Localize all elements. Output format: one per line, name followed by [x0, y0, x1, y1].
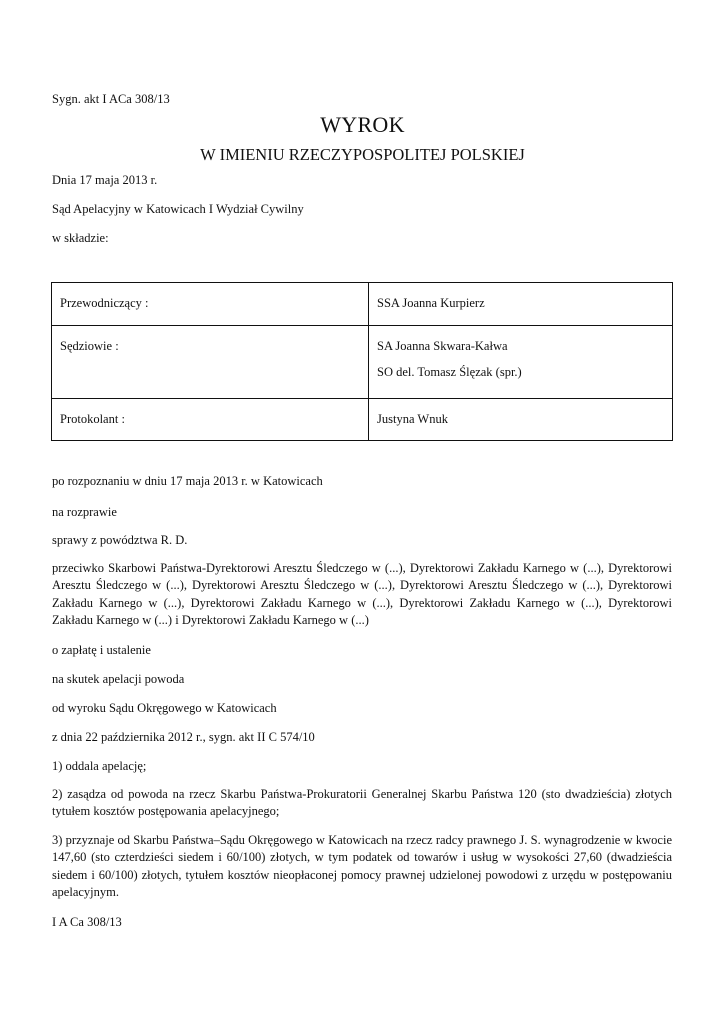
case-signature-bottom: I A Ca 308/13 — [52, 915, 122, 929]
case-signature: Sygn. akt I ACa 308/13 — [52, 92, 170, 106]
clerk-label-cell — [52, 399, 369, 441]
ruling-point-1: 1) oddala apelację; — [52, 759, 147, 773]
clerk-name: Justyna Wnuk — [377, 412, 448, 426]
clerk-name-cell — [369, 399, 673, 441]
document-subtitle: W IMIENIU RZECZYPOSPOLITEJ POLSKIEJ — [200, 145, 525, 164]
judges-names-cell — [369, 326, 673, 399]
defendants-paragraph: przeciwko Skarbowi Państwa-Dyrektorowi Aresztu Śledczego w (...), Dyrektorowi Zakładu Karnego w (...), Dyrektorowi Aresztu Śledczego w (...), Dyrektorowi Aresztu Śledczego w (...), Dyrektorowi Aresztu Śledczego w (...), Dyrektorowi Zakładu Karnego w (...), Dyrektorowi Zakładu Karnego w (...), Dyrektorowi Zakładu Karnego w (...), Dyrektorowi Zakładu Karnego w (...) i Dyrektorowi Zakładu Karnego w (...) — [52, 561, 672, 627]
judgment-date-line: z dnia 22 października 2012 r., sygn. akt II C 574/10 — [52, 730, 315, 744]
date-line: Dnia 17 maja 2013 r. — [52, 173, 158, 187]
table-row — [52, 283, 673, 326]
presiding-name-cell — [369, 283, 673, 326]
judge-2-name: SO del. Tomasz Ślęzak (spr.) — [377, 365, 522, 379]
judge-1-name: SA Joanna Skwara-Kałwa — [377, 339, 508, 353]
ruling-point-3: 3) przyznaje od Skarbu Państwa–Sądu Okręgowego w Katowicach na rzecz radcy prawnego J. S. wynagrodzenie w kwocie 147,60 (sto czterdzieści siedem i 60/100) złotych, w tym podatek od towarów i usług w wysokości 27,60 (dwadzieścia siedem i 60/100) złotych, tytułem kosztów nieopłaconej pomocy prawnej udzielonej powodowi z urzędu w postępowaniu apelacyjnym. — [52, 833, 672, 899]
composition-label: w składzie: — [52, 231, 109, 245]
subject-line: o zapłatę i ustalenie — [52, 643, 151, 657]
judges-label-cell — [52, 326, 369, 399]
appeal-line: na skutek apelacji powoda — [52, 672, 185, 686]
table-row — [52, 399, 673, 441]
trial-line: na rozprawie — [52, 505, 117, 519]
case-line: sprawy z powództwa R. D. — [52, 533, 188, 547]
table-row — [52, 326, 673, 399]
clerk-label: Protokolant : — [60, 412, 125, 426]
from-judgment-line: od wyroku Sądu Okręgowego w Katowicach — [52, 701, 277, 715]
court-line: Sąd Apelacyjny w Katowicach I Wydział Cywilny — [52, 202, 304, 216]
hearing-line: po rozpoznaniu w dniu 17 maja 2013 r. w Katowicach — [52, 474, 323, 488]
presiding-label-cell — [52, 283, 369, 326]
presiding-label: Przewodniczący : — [60, 296, 149, 310]
ruling-point-2: 2) zasądza od powoda na rzecz Skarbu Państwa-Prokuratorii Generalnej Skarbu Państwa 120 (sto dwadzieścia) złotych tytułem kosztów postępowania apelacyjnego; — [52, 787, 672, 819]
presiding-name: SSA Joanna Kurpierz — [377, 296, 485, 310]
document-title: WYROK — [320, 112, 405, 137]
judges-label: Sędziowie : — [60, 339, 119, 353]
court-panel-table — [51, 282, 673, 441]
